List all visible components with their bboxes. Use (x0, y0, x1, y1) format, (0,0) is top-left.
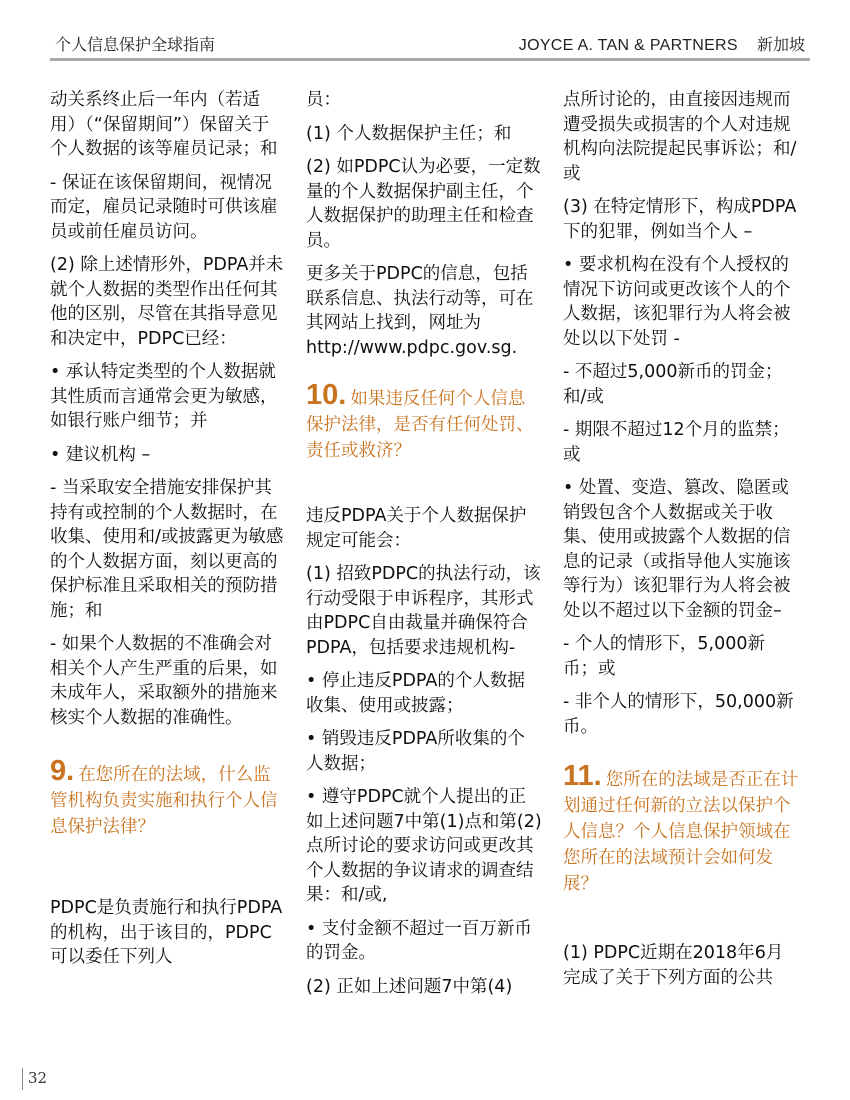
paragraph: 员： (306, 90, 341, 110)
paragraph: 违反PDPA关于个人数据保护规定可能会： (306, 506, 527, 551)
page-number: 32 (28, 1069, 48, 1087)
header-right (519, 32, 805, 55)
paragraph: - 如果个人数据的不准确会对相关个人产生严重的后果，如未成年人，采取额外的措施来核实个人数据的准确性。 (50, 634, 278, 728)
paragraph: (2) 正如上述问题7中第(4) (306, 976, 513, 997)
paragraph: 更多关于PDPC的信息，包括联系信息、执法行动等，可在其网站上找到，网址为http://www.pdpc.gov.sg. (306, 264, 534, 358)
question-text: 您所在的法域是否正在计划通过任何新的立法以保护个人信息？个人信息保护领域在您所在的法域预计会如何发展？ (563, 770, 799, 894)
paragraph: (1) 个人数据保护主任；和 (306, 123, 512, 144)
column-2 (306, 88, 542, 1008)
paragraph: - 期限不超过12个月的监禁；或 (563, 420, 790, 465)
bullet-item: • 建议机构 – (50, 444, 151, 465)
bullet-item: • 销毁违反PDPA所收集的个人数据； (306, 729, 525, 774)
country-label: 新加坡 (756, 35, 805, 54)
firm-name: JOYCE A. TAN & PARTNERS (518, 37, 738, 54)
paragraph: - 当采取安全措施安排保护其持有或控制的个人数据时，在收集、使用和/或披露更为敏感的个人数据方面，刻以更高的保护标准且采取相关的预防措施；和 (50, 478, 284, 621)
paragraph: - 不超过5,000新币的罚金；和/或 (563, 362, 783, 407)
question-11-heading (563, 760, 799, 897)
paragraph: 动关系终止后一年内（若适用）（“保留期间”）保留关于个人数据的该等雇员记录；和 (50, 90, 278, 159)
paragraph: - 个人的情形下，5,000新币；或 (563, 634, 765, 679)
paragraph: (2) 除上述情形外，PDPA并未就个人数据的类型作出任何其他的区别，尽管在其指导意见和决定中，PDPC已经： (50, 255, 284, 349)
question-text: 如果违反任何个人信息保护法律，是否有任何处罚、责任或救济？ (306, 389, 534, 461)
question-number: 11. (563, 760, 602, 792)
column-3 (563, 88, 799, 999)
question-number: 10. (306, 379, 347, 411)
header-divider (50, 58, 810, 61)
footer-divider (22, 1068, 23, 1090)
guide-title: 个人信息保护全球指南 (55, 35, 216, 54)
paragraph: - 非个人的情形下，50,000新币。 (563, 692, 794, 737)
paragraph: (1) PDPC近期在2018年6月完成了关于下列方面的公共 (563, 943, 784, 988)
bullet-item: • 要求机构在没有个人授权的情况下访问或更改该个人的个人数据，该犯罪行为人将会被处以以下处罚 - (563, 255, 791, 349)
paragraph: - 保证在该保留期间，视情况而定，雇员记录随时可供该雇员或前任雇员访问。 (50, 172, 278, 242)
column-1 (50, 88, 286, 979)
bullet-item: • 遵守PDPC就个人提出的正如上述问题7中第(1)点和第(2)点所讨论的要求访问或更改其个人数据的争议请求的调查结果：和/或, (306, 787, 542, 905)
question-9-heading (50, 755, 286, 840)
bullet-item: • 承认特定类型的个人数据就其性质而言通常会更为敏感，如银行账户细节；并 (50, 362, 278, 431)
paragraph: (2) 如PDPC认为必要，一定数量的个人数据保护副主任，个人数据保护的助理主任和检查员。 (306, 157, 541, 251)
bullet-item: • 停止违反PDPA的个人数据收集、使用或披露； (306, 671, 525, 716)
bullet-item: • 支付金额不超过一百万新币的罚金。 (306, 918, 532, 963)
paragraph: PDPC是负责施行和执行PDPA的机构，出于该目的，PDPC可以委任下列人 (50, 898, 283, 967)
paragraph: (3) 在特定情形下，构成PDPA下的犯罪，例如当个人 – (563, 197, 797, 242)
paragraph: (1) 招致PDPC的执法行动，该行动受限于申诉程序，其形式由PDPC自由裁量并确保符合PDPA，包括要求违规机构- (306, 564, 541, 658)
paragraph: 点所讨论的，由直接因违规而遭受损失或损害的个人对违规机构向法院提起民事诉讼；和/或 (563, 90, 797, 184)
bullet-item: • 处置、变造、篡改、隐匿或销毁包含个人数据或关于收集、使用或披露个人数据的信息的记录（或指导他人实施该等行为）该犯罪行为人将会被处以不超过以下金额的罚金– (563, 478, 791, 621)
question-number: 9. (50, 755, 75, 787)
question-10-heading (306, 379, 542, 464)
question-text: 在您所在的法域，什么监管机构负责实施和执行个人信息保护法律？ (50, 765, 278, 837)
